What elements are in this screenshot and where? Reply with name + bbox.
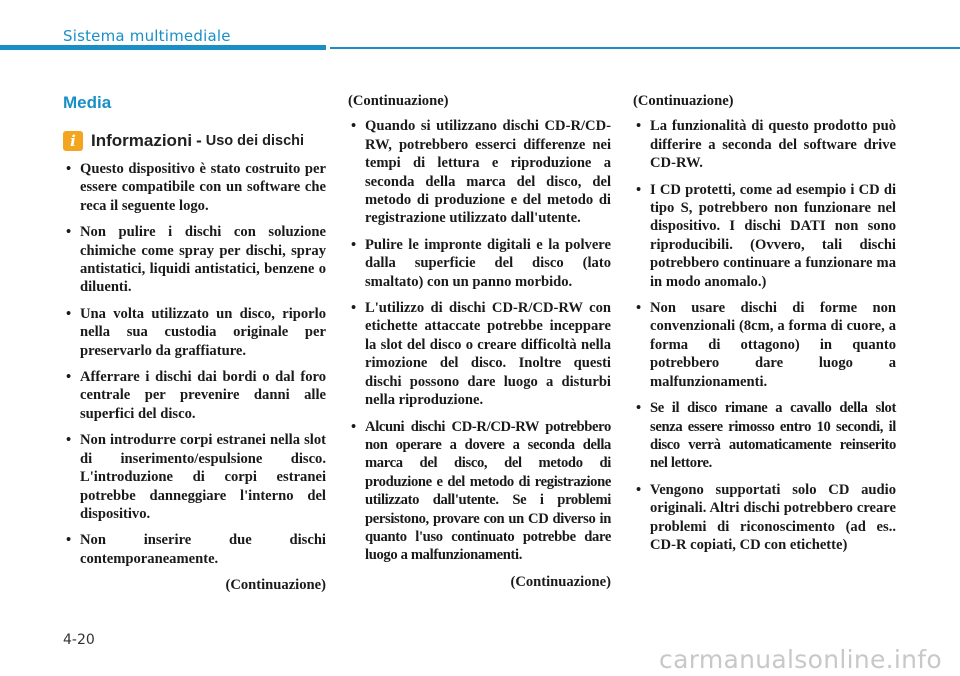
list-item: • Non introdurre corpi estranei nella slot di inserimento/espulsione disco. L'introduzione di corpi estranei potrebbe danneggiare l'interno del dispositivo.	[63, 431, 326, 523]
list-item: • Non pulire i dischi con soluzione chimiche come spray per dischi, spray antistatici, liquidi antistatici, benzene o diluenti.	[63, 223, 326, 297]
bullet-list-col2	[348, 117, 611, 564]
bullet-list-col3	[633, 117, 896, 554]
watermark: carmanualsonline.info	[659, 645, 942, 674]
list-item: • I CD protetti, come ad esempio i CD di tipo S, potrebbero non funzionare nel dispositivo. I dischi DATI non sono riproducibili. (Ovvero, tali dischi potrebbero continuare a funzionare ma in modo anomalo.)	[633, 181, 896, 291]
column-1	[63, 92, 326, 595]
section-header: Sistema multimediale	[63, 27, 231, 45]
column-2	[348, 92, 611, 591]
list-item: • Non inserire due dischi contemporaneamente.	[63, 531, 326, 568]
header-rule-thick	[0, 45, 326, 50]
info-title: Informazioni	[91, 130, 193, 150]
list-item: • Se il disco rimane a cavallo della slot senza essere rimosso entro 10 secondi, il disco verrà automaticamente reinserito nel lettore.	[633, 399, 896, 473]
list-item: • L'utilizzo di dischi CD-R/CD-RW con etichette attaccate potrebbe inceppare la slot del disco o creare difficoltà nella rimozione del disco. Inoltre questi dischi possono dare luogo a disturbi nella riproduzione.	[348, 299, 611, 409]
info-separator: -	[196, 130, 202, 150]
info-icon: i	[63, 131, 83, 151]
list-item: • Afferrare i dischi dai bordi o dal foro centrale per prevenire danni alle superfici del disco.	[63, 368, 326, 423]
column-3	[633, 92, 896, 562]
list-item: • Una volta utilizzato un disco, riporlo nella sua custodia originale per preservarlo da graffiature.	[63, 305, 326, 360]
list-item: • Alcuni dischi CD-R/CD-RW potrebbero non operare a dovere a seconda della marca del disco, del metodo di produzione e del metodo di registrazione utilizzato dall'utente. Se i problemi persistono, provare con un CD diverso in quanto l'uso continuato potrebbe dare luogo a malfunzionamenti.	[348, 418, 611, 565]
page-number: 4-20	[63, 632, 95, 648]
list-item: • La funzionalità di questo prodotto può differire a seconda del software drive CD-RW.	[633, 117, 896, 172]
header-rule-thin	[330, 47, 960, 49]
bullet-list-col1	[63, 160, 326, 568]
list-item: • Non usare dischi di forme non convenzionali (8cm, a forma di cuore, a forma di ottagono) in quanto potrebbero dare luogo a malfunzionamenti.	[633, 299, 896, 391]
continued-label: (Continuazione)	[633, 93, 734, 109]
list-item: • Vengono supportati solo CD audio originali. Altri dischi potrebbero creare problemi di riconoscimento (ad es.. CD-R copiati, CD con etichette)	[633, 481, 896, 555]
list-item: • Questo dispositivo è stato costruito per essere compatibile con un software che reca il seguente logo.	[63, 160, 326, 215]
list-item: • Quando si utilizzano dischi CD-R/CD-RW, potrebbero esserci differenze nei tempi di lettura e riproduzione a seconda della marca del disco, del metodo di produzione e del metodo di registrazione utilizzato dall'utente.	[348, 117, 611, 227]
info-subtitle: Uso dei dischi	[205, 132, 305, 149]
continued-label: (Continuazione)	[510, 573, 611, 590]
info-heading	[63, 131, 326, 151]
media-title: Media	[63, 93, 112, 112]
continued-label: (Continuazione)	[225, 577, 326, 594]
list-item: • Pulire le impronte digitali e la polvere dalla superficie del disco (lato smaltato) con un panno morbido.	[348, 236, 611, 291]
continued-label: (Continuazione)	[348, 93, 449, 109]
